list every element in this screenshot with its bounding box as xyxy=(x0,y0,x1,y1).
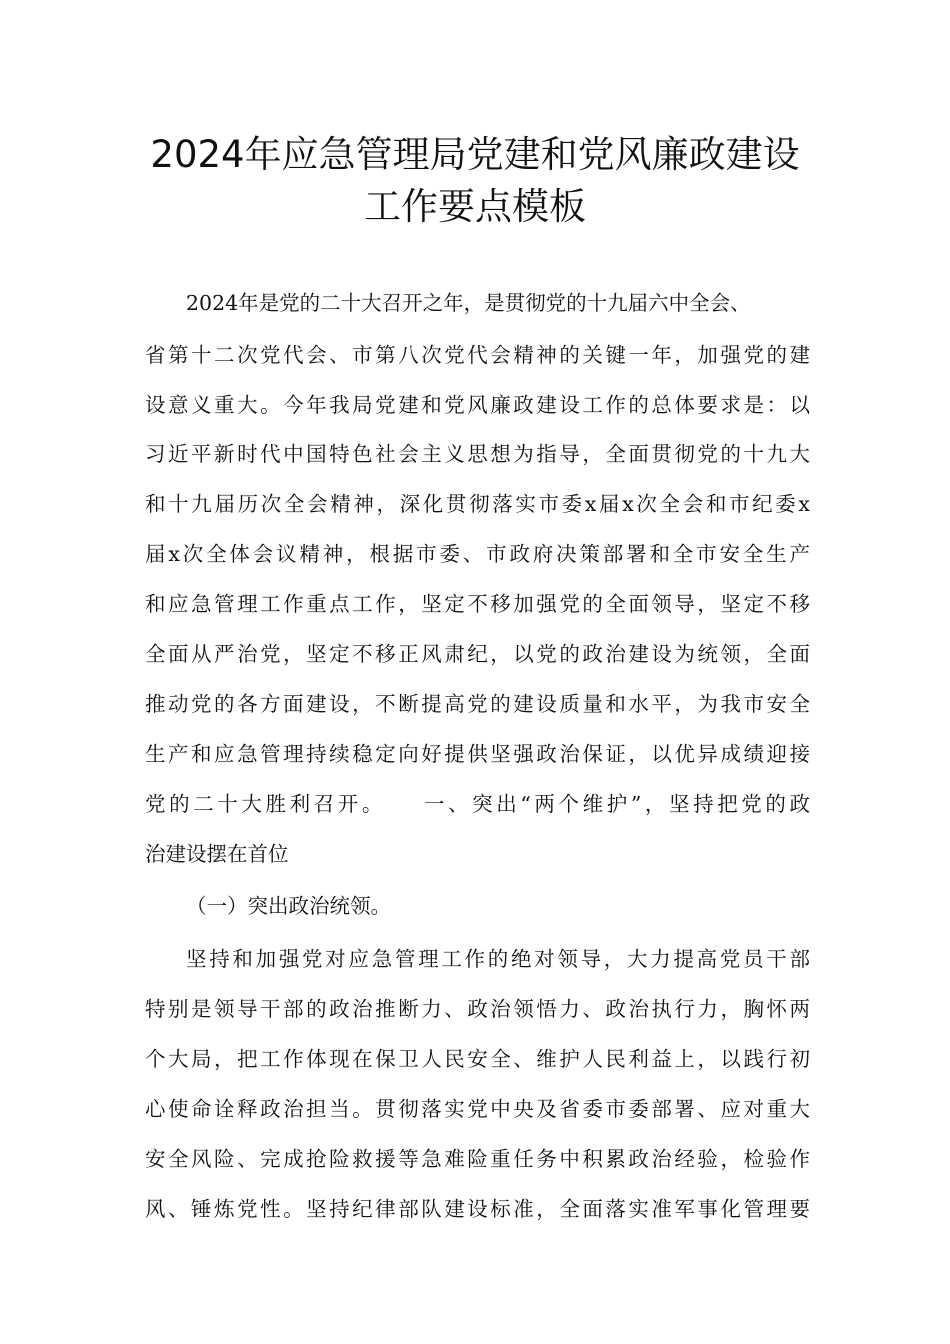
paragraph-1-line-5: 和十九届历次全会精神，深化贯彻落实市委x届x次全会和市纪委x xyxy=(145,492,810,516)
paragraph-2-line-4: 心使命诠释政治担当。贯彻落实党中央及省委市委部署、应对重大 xyxy=(145,1097,810,1121)
paragraph-1-line-12: 治建设摆在首位 xyxy=(145,842,289,866)
paragraph-1-line-8: 全面从严治党，坚定不移正风肃纪，以党的政治建设为统领，全面 xyxy=(145,642,810,666)
paragraph-2-line-2: 特别是领导干部的政治推断力、政治领悟力、政治执行力，胸怀两 xyxy=(145,997,810,1021)
paragraph-1-line-7: 和应急管理工作重点工作，坚定不移加强党的全面领导，坚定不移 xyxy=(145,592,810,616)
paragraph-2-line-1: 坚持和加强党对应急管理工作的绝对领导，大力提高党员干部 xyxy=(186,947,810,971)
paragraph-1-line-1: 2024年是党的二十大召开之年，是贯彻党的十九届六中全会、 xyxy=(186,291,751,315)
paragraph-2-line-6: 风、锤炼党性。坚持纪律部队建设标准，全面落实准军事化管理要 xyxy=(145,1197,810,1221)
paragraph-1-line-4: 习近平新时代中国特色社会主义思想为指导，全面贯彻党的十九大 xyxy=(145,442,810,466)
paragraph-1-line-2: 省第十二次党代会、市第八次党代会精神的关键一年，加强党的建 xyxy=(145,343,810,367)
section-subheading: （一）突出政治统领。 xyxy=(186,894,391,918)
paragraph-2-line-5: 安全风险、完成抢险救援等急难险重任务中积累政治经验，检验作 xyxy=(145,1147,810,1171)
document-title-line-1: 2024年应急管理局党建和党风廉政建设 xyxy=(150,133,800,176)
paragraph-2-line-3: 个大局，把工作体现在保卫人民安全、维护人民利益上，以践行初 xyxy=(145,1047,810,1071)
paragraph-1-line-9: 推动党的各方面建设，不断提高党的建设质量和水平，为我市安全 xyxy=(145,692,810,716)
document-title-line-2: 工作要点模板 xyxy=(364,185,586,228)
paragraph-1-line-11: 党的二十大胜利召开。 一、突出“两个维护”，坚持把党的政 xyxy=(145,792,810,816)
paragraph-1-line-3: 设意义重大。今年我局党建和党风廉政建设工作的总体要求是：以 xyxy=(145,393,810,417)
paragraph-1-line-6: 届x次全体会议精神，根据市委、市政府决策部署和全市安全生产 xyxy=(145,542,810,566)
paragraph-1-line-10: 生产和应急管理持续稳定向好提供坚强政治保证，以优异成绩迎接 xyxy=(145,742,810,766)
